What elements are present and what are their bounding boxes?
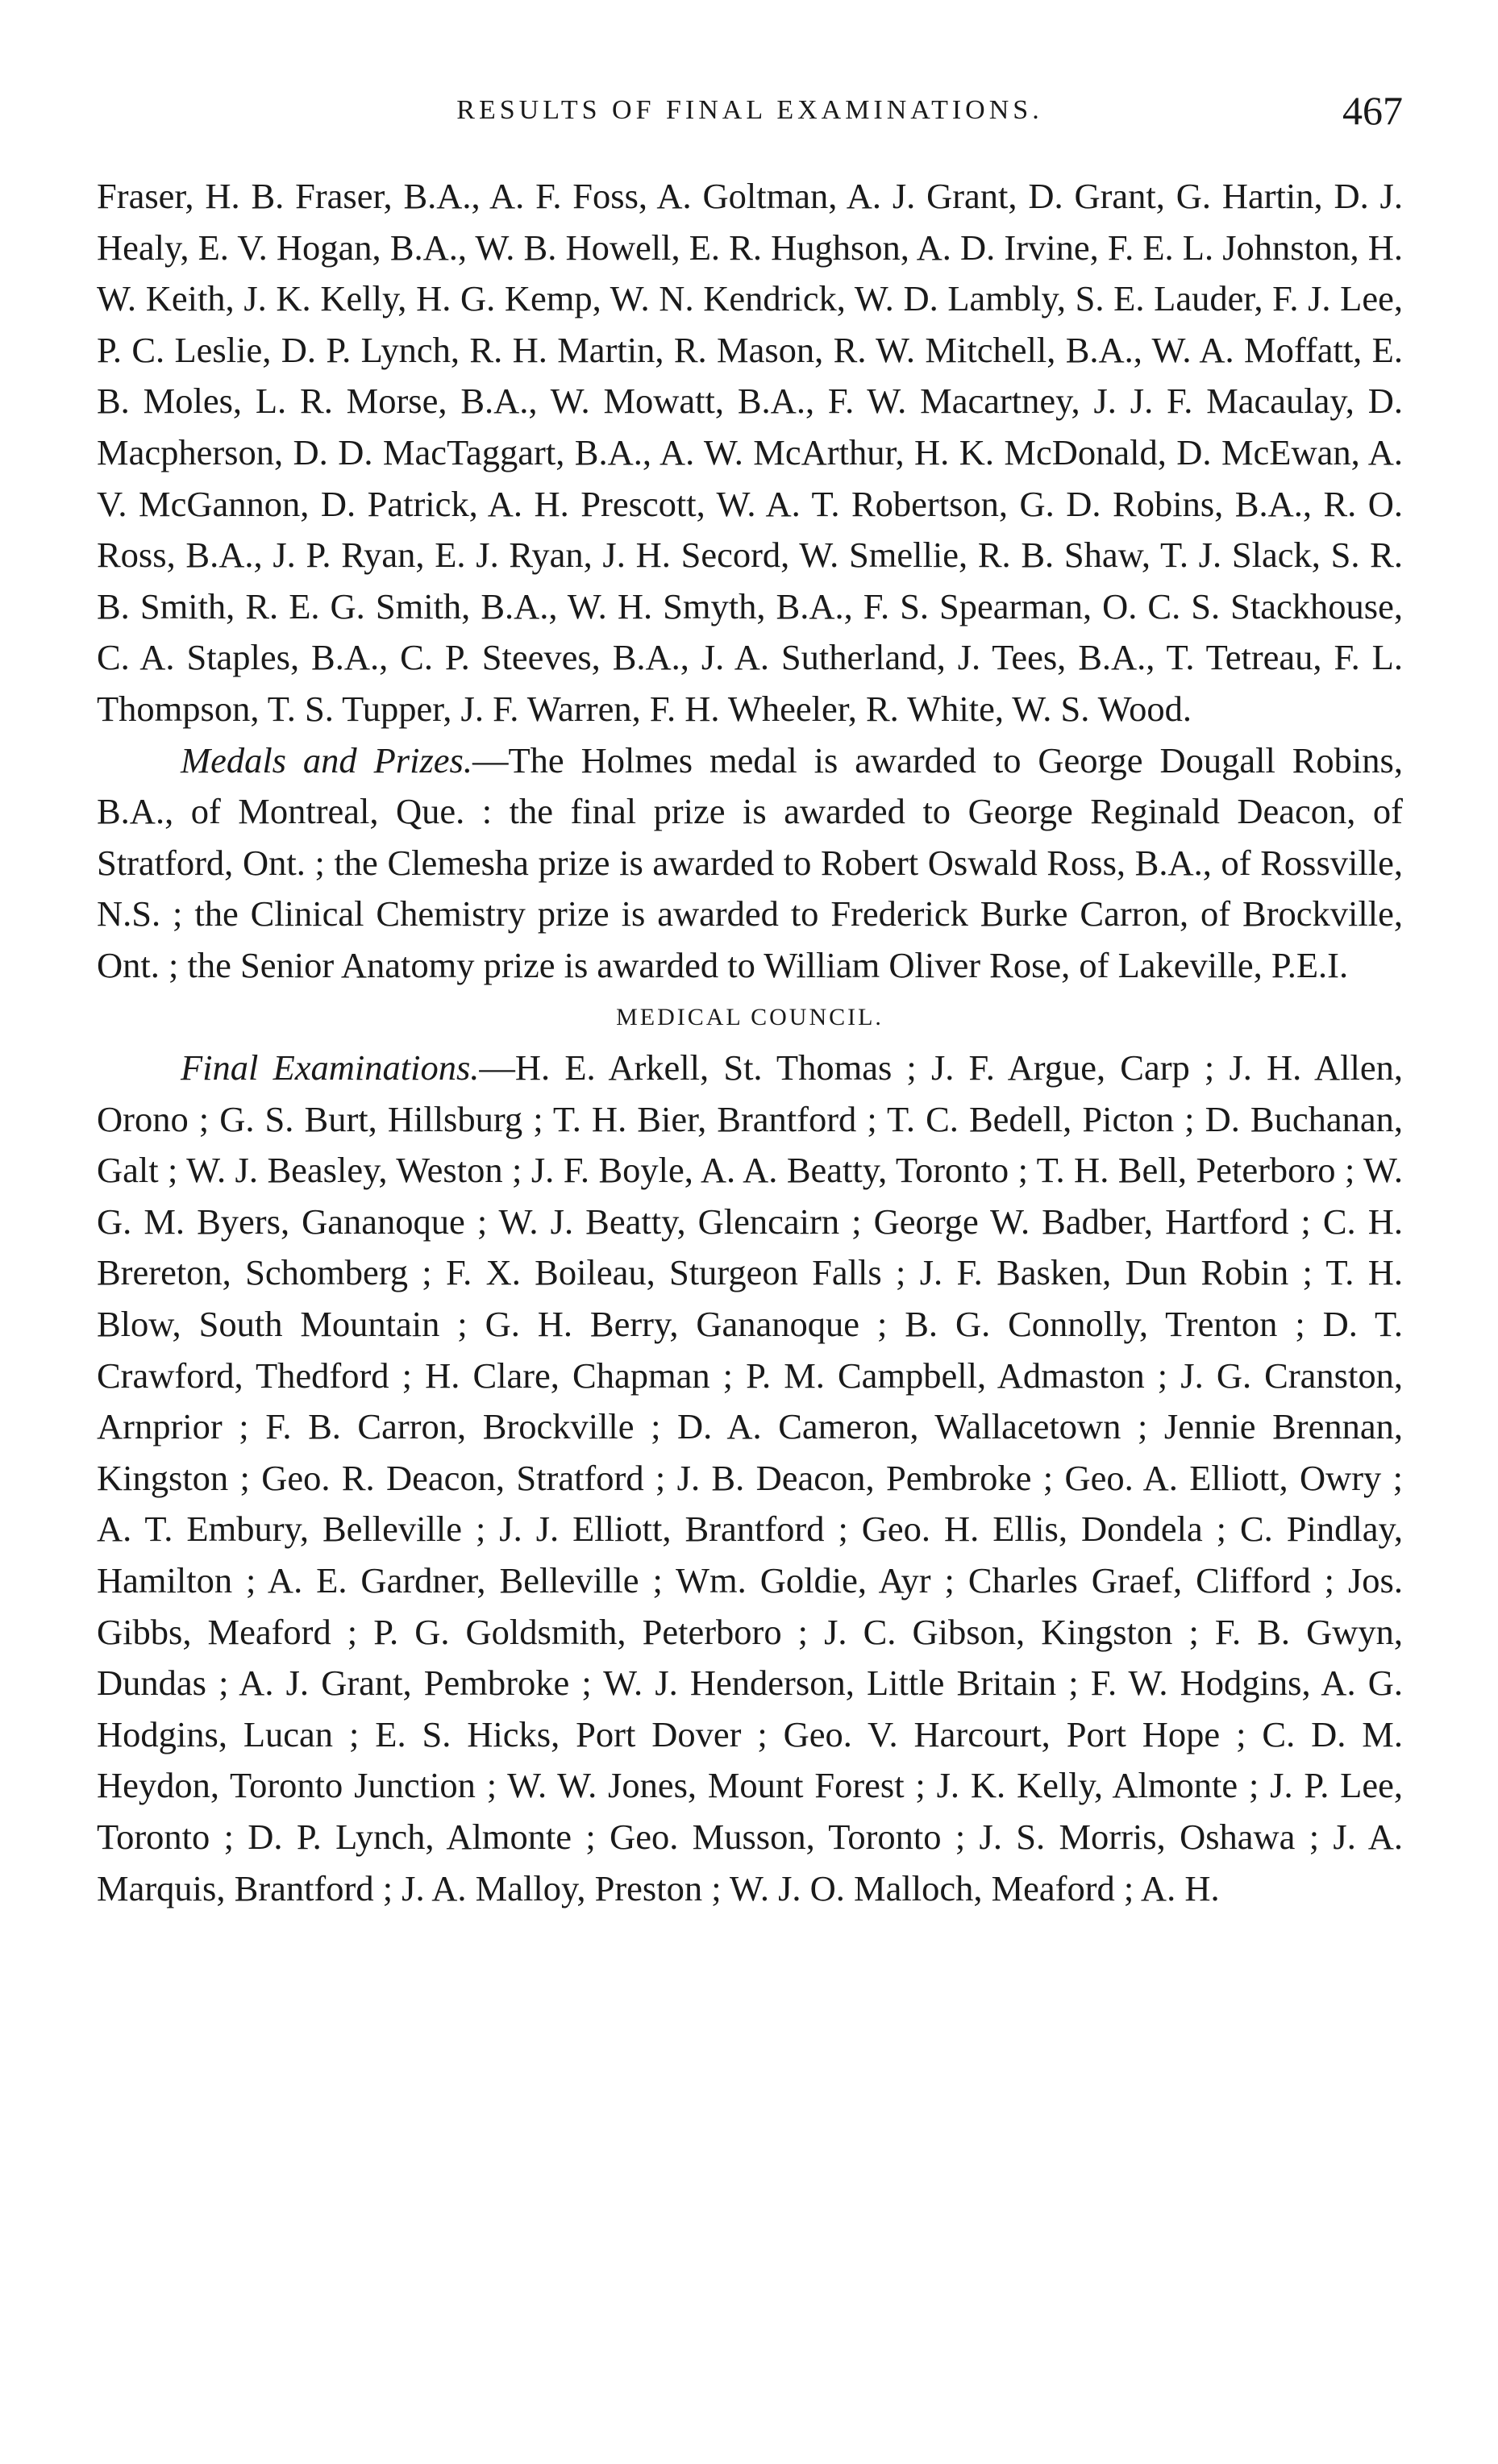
final-examinations-paragraph	[97, 1043, 1403, 1914]
running-head	[97, 87, 1403, 144]
running-title: RESULTS OF FINAL EXAMINATIONS.	[456, 95, 1043, 125]
body-text	[97, 171, 1403, 1914]
final-examinations-text: —H. E. Arkell, St. Thomas ; J. F. Argue, Carp ; J. H. Allen, Orono ; G. S. Burt, Hillsburg ; T. H. Bier, Brantford ; T. C. Bedell, Picton ; D. Buchanan, Galt ; W. J. Beasley, Weston ; J. F. Boyle, A. A. Beatty, Toronto ; T. H. Bell, Peterboro ; W. G. M. Byers, Gananoque ; W. J. Beatty, Glencairn ; George W. Badber, Hartford ; C. H. Brereton, Schomberg ; F. X. Boileau, Sturgeon Falls ; J. F. Basken, Dun Robin ; T. H. Blow, South Mountain ; G. H. Berry, Gananoque ; B. G. Connolly, Trenton ; D. T. Crawford, Thedford ; H. Clare, Chapman ; P. M. Campbell, Admaston ; J. G. Cranston, Arnprior ; F. B. Carron, Brockville ; D. A. Cameron, Wallacetown ; Jennie Brennan, Kingston ; Geo. R. Deacon, Stratford ; J. B. Deacon, Pembroke ; Geo. A. Elliott, Owry ; A. T. Embury, Belleville ; J. J. Elliott, Brantford ; Geo. H. Ellis, Dondela ; C. Pindlay, Hamilton ; A. E. Gardner, Belleville ; Wm. Goldie, Ayr ; Charles Graef, Clifford ; Jos. Gibbs, Meaford ; P. G. Goldsmith, Peterboro ; J. C. Gibson, Kingston ; F. B. Gwyn, Dundas ; A. J. Grant, Pembroke ; W. J. Henderson, Little Britain ; F. W. Hodgins, A. G. Hodgins, Lucan ; E. S. Hicks, Port Dover ; Geo. V. Harcourt, Port Hope ; C. D. M. Heydon, Toronto Junction ; W. W. Jones, Mount Forest ; J. K. Kelly, Almonte ; J. P. Lee, Toronto ; D. P. Lynch, Almonte ; Geo. Musson, Toronto ; J. S. Morris, Oshawa ; J. A. Marquis, Brantford ; J. A. Malloy, Preston ; W. J. O. Malloch, Meaford ; A. H.	[97, 1047, 1403, 1908]
medals-text: —The Holmes medal is awarded to George Dougall Robins, B.A., of Montreal, Que. : the final prize is awarded to George Reginald Deacon, of Stratford, Ont. ; the Clemesha prize is awarded to Robert Oswald Ross, B.A., of Rossville, N.S. ; the Clinical Chemistry prize is awarded to Frederick Burke Carron, of Brockville, Ont. ; the Senior Anatomy prize is awarded to William Oliver Rose, of Lakeville, P.E.I.	[97, 739, 1403, 985]
page-number: 467	[1342, 88, 1403, 133]
final-examinations-lead-in: Final Examinations.	[181, 1047, 480, 1088]
graduate-list-continuation: Fraser, H. B. Fraser, B.A., A. F. Foss, A. Goltman, A. J. Grant, D. Grant, G. Hartin, D. J. Healy, E. V. Hogan, B.A., W. B. Howell, E. R. Hughson, A. D. Irvine, F. E. L. Johnston, H. W. Keith, J. K. Kelly, H. G. Kemp, W. N. Kendrick, W. D. Lambly, S. E. Lauder, F. J. Lee, P. C. Leslie, D. P. Lynch, R. H. Martin, R. Mason, R. W. Mitchell, B.A., W. A. Moffatt, E. B. Moles, L. R. Morse, B.A., W. Mowatt, B.A., F. W. Macartney, J. J. F. Macaulay, D. Macpherson, D. D. MacTaggart, B.A., A. W. McArthur, H. K. McDonald, D. McEwan, A. V. McGannon, D. Patrick, A. H. Prescott, W. A. T. Robertson, G. D. Robins, B.A., R. O. Ross, B.A., J. P. Ryan, E. J. Ryan, J. H. Secord, W. Smellie, R. B. Shaw, T. J. Slack, S. R. B. Smith, R. E. G. Smith, B.A., W. H. Smyth, B.A., F. S. Spearman, O. C. S. Stackhouse, C. A. Staples, B.A., C. P. Steeves, B.A., J. A. Sutherland, J. Tees, B.A., T. Tetreau, F. L. Thompson, T. S. Tupper, J. F. Warren, F. H. Wheeler, R. White, W. S. Wood.	[97, 176, 1403, 729]
medals-lead-in: Medals and Prizes.	[181, 739, 472, 780]
section-heading: MEDICAL COUNCIL.	[616, 1003, 884, 1030]
medals-paragraph	[97, 735, 1403, 992]
